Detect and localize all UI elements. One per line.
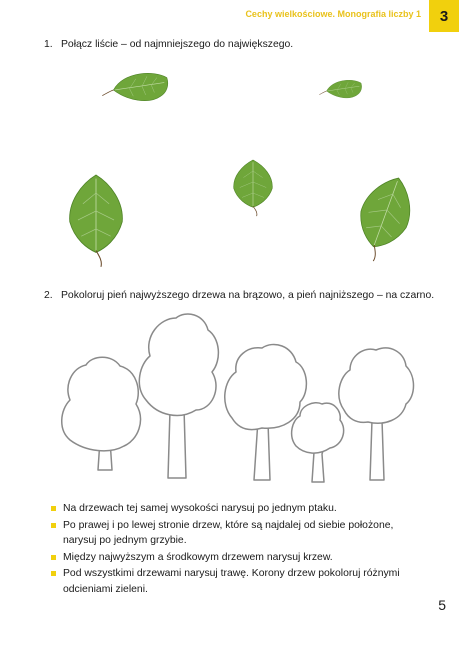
task-1-text: Połącz liście – od najmniejszego do największego. (61, 39, 294, 50)
page-number: 5 (438, 597, 446, 613)
leaf-1 (102, 73, 167, 100)
bullet-item-4: Pod wszystkimi drzewami narysuj trawę. Korony drzew pokoloruj różnymi odcieniami zieleni. (51, 566, 421, 596)
leaf-5 (346, 170, 421, 268)
tree-1 (62, 357, 141, 470)
bullet-item-2: Po prawej i po lewej stronie drzew, które są najdalej od siebie położone, narysuj po jednym grzybie. (51, 518, 421, 548)
bullet-item-1: Na drzewach tej samej wysokości narysuj po jednym ptaku. (51, 501, 421, 516)
bullet-item-3: Między najwyższym a środkowym drzewem narysuj krzew. (51, 550, 421, 565)
chapter-number-tab: 3 (429, 0, 459, 32)
task-2-text: Pokoloruj pień najwyższego drzewa na brązowo, a pień najniższego – na czarno. (61, 290, 435, 301)
tree-5 (339, 348, 414, 480)
leaf-2 (319, 80, 361, 98)
leaf-3 (70, 175, 123, 267)
task-2-number: 2. (44, 290, 53, 301)
tree-4 (292, 403, 344, 482)
tree-2 (139, 314, 218, 478)
tree-3 (225, 344, 307, 480)
leaf-4 (234, 160, 273, 216)
task-2-bullet-list (51, 501, 421, 598)
header-title: Cechy wielkościowe. Monografia liczby 1 (245, 9, 421, 19)
task-1-number: 1. (44, 39, 53, 50)
trees-illustration (0, 300, 459, 500)
leaves-illustration (0, 0, 459, 300)
